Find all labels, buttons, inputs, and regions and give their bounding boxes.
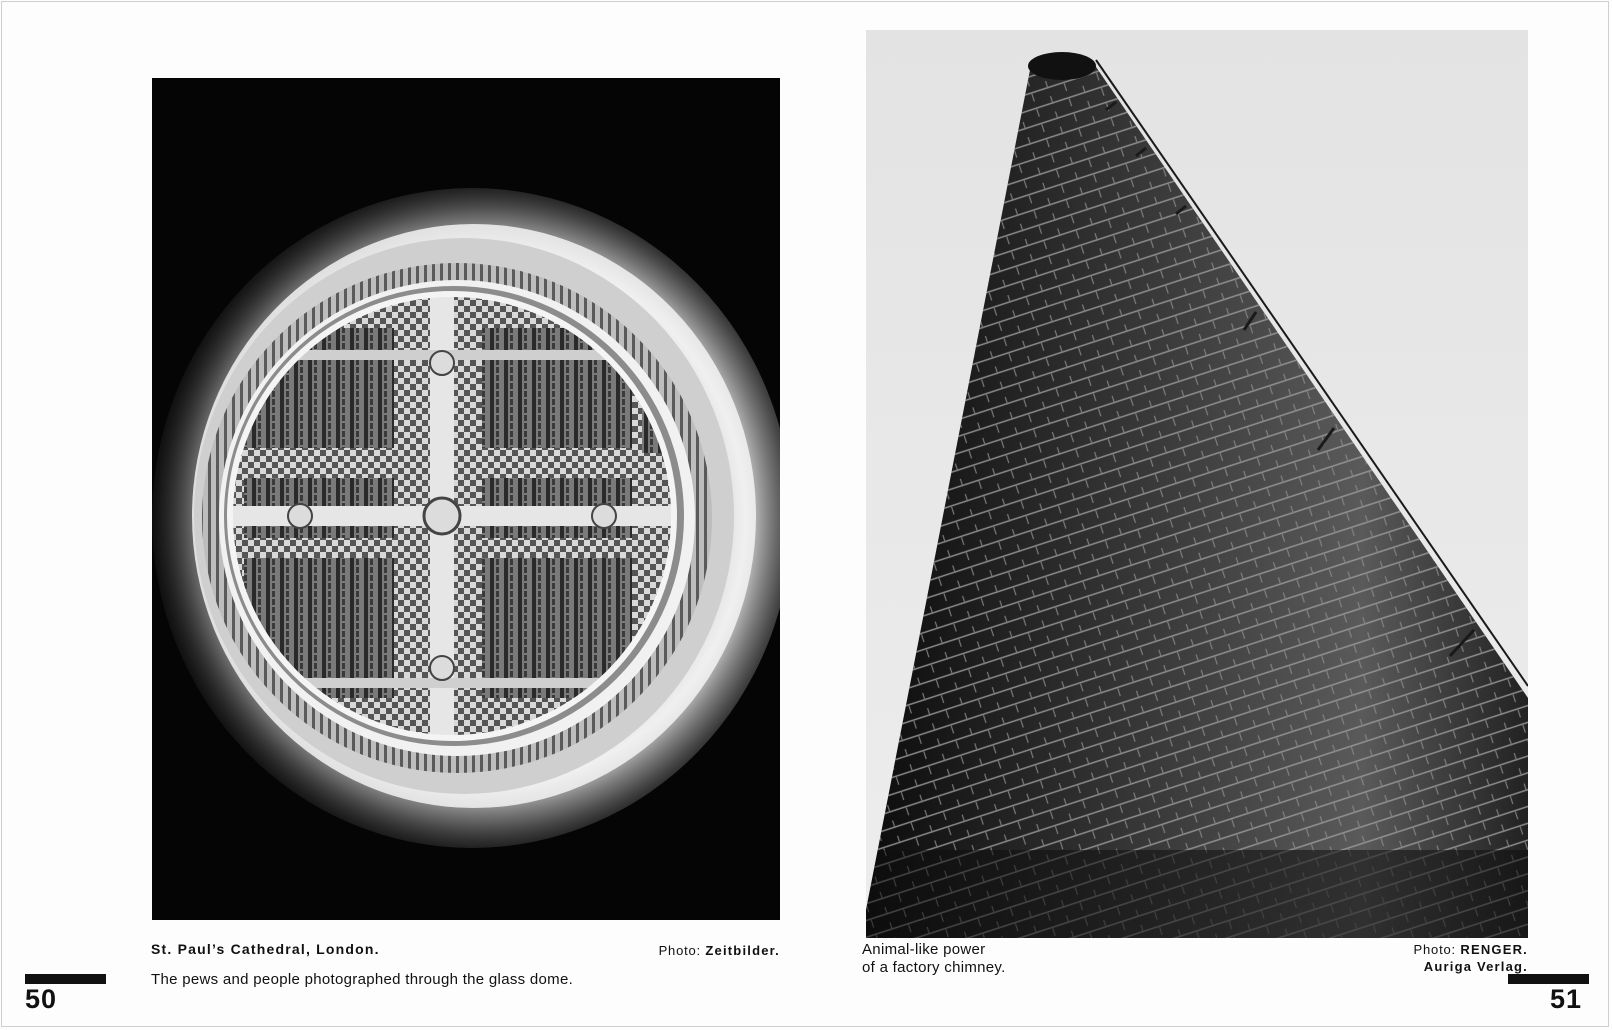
left-credit-label: Photo:	[658, 943, 701, 958]
right-credit-name: RENGER.	[1460, 942, 1528, 957]
left-photo-credit	[600, 943, 780, 958]
left-caption-title: St. Paul’s Cathedral, London.	[151, 941, 380, 957]
right-caption-line-2: of a factory chimney.	[862, 959, 1006, 976]
right-page-number: 51	[1550, 984, 1583, 1014]
cathedral-dome-photo	[152, 78, 780, 920]
left-page-number: 50	[25, 984, 58, 1014]
factory-chimney-image	[866, 30, 1528, 938]
right-credit-label: Photo:	[1413, 942, 1456, 957]
right-caption-body	[862, 941, 1006, 977]
cathedral-dome-image	[152, 78, 780, 920]
factory-chimney-photo	[866, 30, 1528, 938]
right-caption-line-1: Animal-like power	[862, 941, 986, 958]
left-folio-bar	[25, 974, 106, 984]
left-caption-body: The pews and people photographed through the glass dome.	[151, 971, 574, 988]
right-credit-publisher: Auriga Verlag.	[1423, 959, 1528, 974]
right-folio-bar	[1508, 974, 1589, 984]
left-credit-name: Zeitbilder.	[705, 943, 780, 958]
right-photo-credit	[1328, 941, 1528, 975]
